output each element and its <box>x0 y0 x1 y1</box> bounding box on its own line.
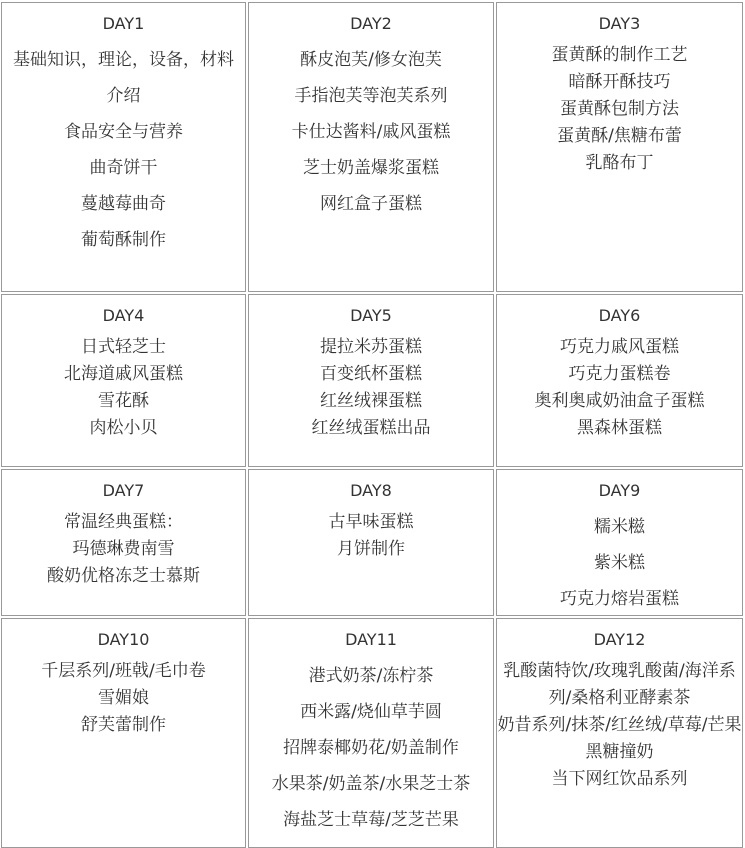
day-cell-5 <box>248 294 494 467</box>
day-title: DAY4 <box>102 306 145 325</box>
day-items <box>497 509 742 616</box>
day-item: 当下网红饮品系列 <box>551 769 688 789</box>
day-items <box>2 334 245 442</box>
day-items <box>249 509 493 563</box>
day-item: 招牌泰椰奶花/奶盖制作 <box>283 738 459 758</box>
day-title: DAY6 <box>598 306 641 325</box>
day-item: 雪花酥 <box>98 391 149 411</box>
day-items <box>249 42 493 222</box>
day-item: 曲奇饼干 <box>89 158 158 178</box>
day-item: 奥利奥咸奶油盒子蛋糕 <box>534 391 705 411</box>
day-item: 手指泡芙等泡芙系列 <box>294 86 448 106</box>
day-item: 红丝绒裸蛋糕 <box>320 391 422 411</box>
day-item: 巧克力戚风蛋糕 <box>560 337 679 357</box>
day-item: 卡仕达酱料/戚风蛋糕 <box>291 122 451 142</box>
day-item: 肉松小贝 <box>89 418 158 438</box>
day-cell-7 <box>1 469 246 616</box>
day-items <box>2 658 245 739</box>
day-cell-6 <box>496 294 743 467</box>
day-items <box>2 509 245 590</box>
day-item: 乳酪布丁 <box>585 153 654 173</box>
day-item: 葡萄酥制作 <box>81 230 166 250</box>
day-title: DAY7 <box>102 481 145 500</box>
day-item: 蛋黄酥包制方法 <box>560 99 679 119</box>
day-item: 蔓越莓曲奇 <box>81 194 166 214</box>
day-item: 舒芙蕾制作 <box>81 715 166 735</box>
day-cell-8 <box>248 469 494 616</box>
day-title: DAY9 <box>598 481 641 500</box>
day-title: DAY2 <box>350 14 392 33</box>
day-title: DAY3 <box>598 14 641 33</box>
day-item: 酥皮泡芙/修女泡芙 <box>300 50 442 70</box>
day-items <box>497 42 742 177</box>
day-item: 水果茶/奶盖茶/水果芝士茶 <box>271 774 471 794</box>
day-item: 月饼制作 <box>337 539 405 559</box>
day-item: 雪媚娘 <box>98 688 149 708</box>
day-items <box>2 42 245 258</box>
day-item: 千层系列/班戟/毛巾卷 <box>41 661 206 681</box>
day-cell-9 <box>496 469 743 616</box>
day-cell-1 <box>1 2 246 292</box>
day-title: DAY12 <box>593 630 646 649</box>
day-cell-11 <box>248 618 494 848</box>
day-item: 网红盒子蛋糕 <box>320 194 422 214</box>
day-items <box>249 658 493 838</box>
day-title: DAY10 <box>97 630 150 649</box>
day-item: 酸奶优格冻芝士慕斯 <box>47 566 200 586</box>
day-item: 红丝绒蛋糕出品 <box>311 418 431 438</box>
day-item: 常温经典蛋糕： <box>64 512 183 532</box>
day-title: DAY1 <box>102 14 145 33</box>
day-item: 日式轻芝士 <box>81 337 166 357</box>
day-item: 紫米糕 <box>594 553 645 573</box>
day-cell-12 <box>496 618 743 848</box>
day-cell-3 <box>496 2 743 292</box>
day-item: 芝士奶盖爆浆蛋糕 <box>303 158 439 178</box>
day-item: 古早味蛋糕 <box>328 512 414 532</box>
day-item: 食品安全与营养 <box>64 122 183 142</box>
day-item: 黑糖撞奶 <box>585 742 654 762</box>
day-item: 暗酥开酥技巧 <box>568 72 671 92</box>
day-title: DAY8 <box>350 481 392 500</box>
day-item: 巧克力蛋糕卷 <box>568 364 671 384</box>
day-cell-4 <box>1 294 246 467</box>
day-item: 蛋黄酥/焦糖布蕾 <box>557 126 682 146</box>
day-title: DAY11 <box>345 630 397 649</box>
day-item: 黑森林蛋糕 <box>577 418 662 438</box>
day-item: 港式奶茶/冻柠茶 <box>308 666 434 686</box>
day-cell-2 <box>248 2 494 292</box>
day-item: 蛋黄酥的制作工艺 <box>551 45 688 65</box>
day-items <box>249 334 493 442</box>
day-item: 玛德琳费南雪 <box>72 539 175 559</box>
day-item: 百变纸杯蛋糕 <box>320 364 422 384</box>
day-item: 乳酸菌特饮/玫瑰乳酸菌/海洋系列/桑格利亚酵素茶 <box>503 661 736 708</box>
day-item: 奶昔系列/抹茶/红丝绒/草莓/芒果 <box>497 715 742 735</box>
day-item: 基础知识，理论，设备，材料介绍 <box>13 50 234 106</box>
day-item: 提拉米苏蛋糕 <box>320 337 422 357</box>
day-cell-10 <box>1 618 246 848</box>
day-item: 巧克力熔岩蛋糕 <box>560 589 679 609</box>
day-items <box>497 658 742 793</box>
day-item: 西米露/烧仙草芋圆 <box>300 702 442 722</box>
day-item: 北海道戚风蛋糕 <box>64 364 183 384</box>
day-items <box>497 334 742 442</box>
day-item: 糯米糍 <box>594 517 645 537</box>
day-title: DAY5 <box>350 306 392 325</box>
day-item: 海盐芝士草莓/芝芝芒果 <box>283 810 459 830</box>
